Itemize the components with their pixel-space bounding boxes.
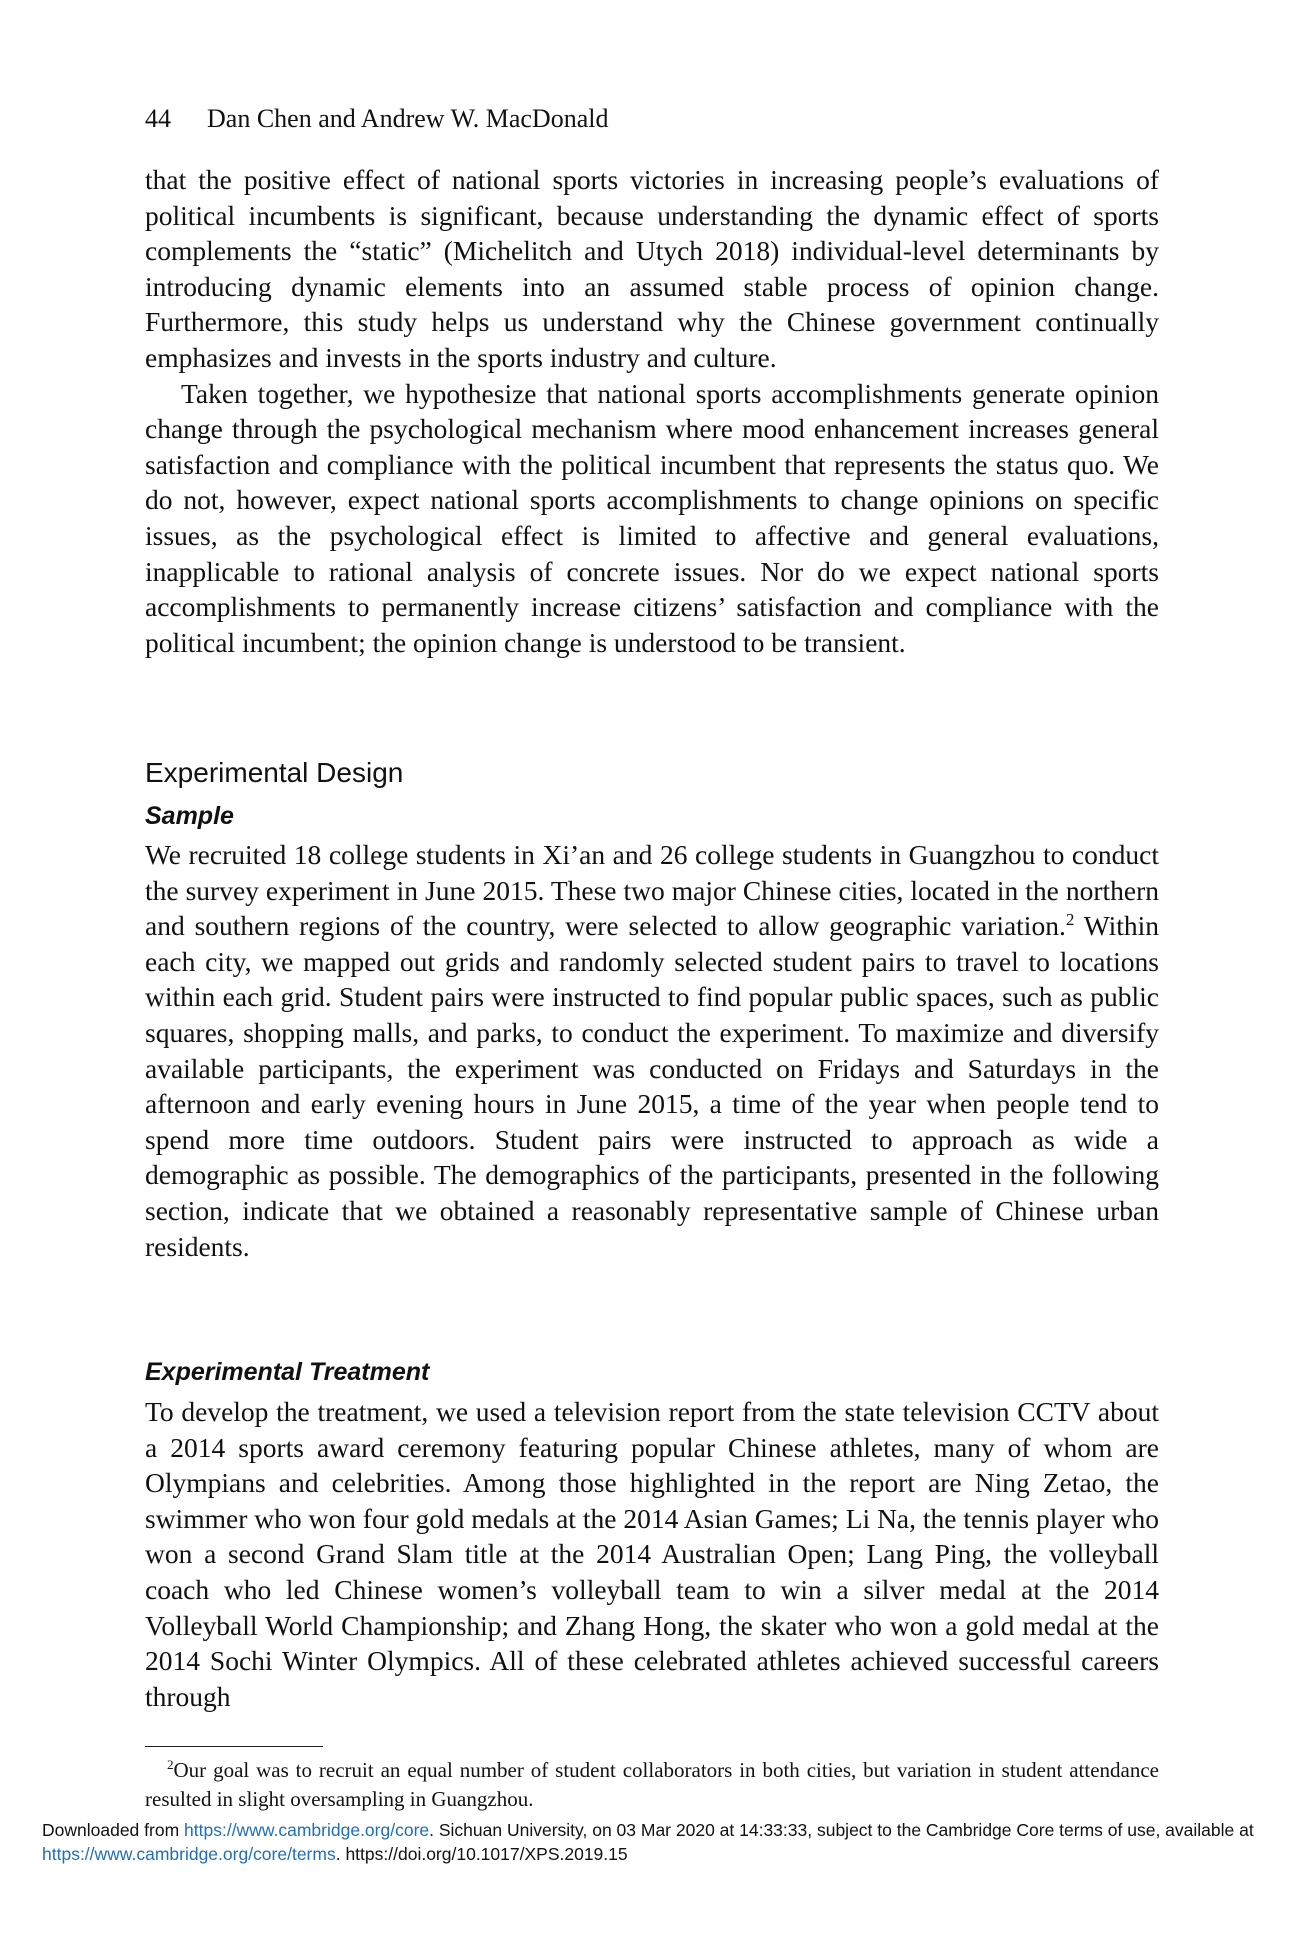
body-paragraph (145, 837, 1159, 1264)
sample-text-part: Within each city, we mapped out grids and randomly selected student pairs to travel to locations within each grid. Student pairs were instructed to find popular public spaces, such as public squares, shopping malls, and parks, to conduct the experiment. To maximize and diversify available participants, the experiment was conducted on Fridays and Saturdays in the afternoon and early evening hours in June 2015, a time of the year when people tend to spend more time outdoors. Student pairs were instructed to approach as wide a demographic as possible. The demographics of the participants, presented in the following section, indicate that we obtained a reasonably representative sample of Chinese urban residents. (145, 910, 1159, 1262)
footnote (145, 1756, 1159, 1814)
running-head-authors: Dan Chen and Andrew W. MacDonald (207, 104, 609, 133)
footnote-reference[interactable]: 2 (1065, 910, 1075, 930)
footnote-text: Our goal was to recruit an equal number of student collaborators in both cities, but variation in student attendance resulted in slight oversampling in Guangzhou. (145, 1758, 1159, 1811)
sample-text-part: We recruited 18 college students in Xi’an and 26 college students in Guangzhou to conduct the survey experiment in June 2015. These two major Chinese cities, located in the northern and southern regions of the country, were selected to allow geographic variation. (145, 839, 1159, 942)
terms-link[interactable]: https://www.cambridge.org/core/terms (42, 1844, 336, 1864)
running-head (145, 104, 608, 134)
body-paragraph: Taken together, we hypothesize that national sports accomplishments generate opinion change through the psychological mechanism where mood enhancement increases general satisfaction and compliance with the political incumbent that represents the status quo. We do not, however, expect national sports accomplishments to change opinions on specific issues, as the psychological effect is limited to affective and general evaluations, inapplicable to rational analysis of concrete issues. Nor do we expect national sports accomplishments to permanently increase citizens’ satisfaction and compliance with the political incumbent; the opinion change is understood to be transient. (145, 377, 1159, 658)
download-prefix: Downloaded from (42, 1820, 185, 1840)
page-number: 44 (145, 104, 171, 133)
cambridge-core-link[interactable]: https://www.cambridge.org/core (184, 1820, 430, 1840)
footnote-rule (145, 1746, 323, 1747)
download-separator: . (335, 1844, 346, 1864)
doi-text[interactable]: https://doi.org/10.1017/XPS.2019.15 (345, 1844, 628, 1864)
download-middle: . Sichuan University, on 03 Mar 2020 at 14:33:33, subject to the Cambridge Core terms of use, available at (429, 1820, 1254, 1840)
footnote-number: 2 (167, 1757, 174, 1772)
opening-text (145, 162, 1159, 660)
treatment-text-block (145, 1394, 1159, 1714)
body-paragraph: To develop the treatment, we used a television report from the state television CCTV about a 2014 sports award ceremony featuring popular Chinese athletes, many of whom are Olympians and celebrities. Among those highlighted in the report are Ning Zetao, the swimmer who won four gold medals at the 2014 Asian Games; Li Na, the tennis player who won a second Grand Slam title at the 2014 Australian Open; Lang Ping, the volleyball coach who led Chinese women’s volleyball team to win a silver medal at the 2014 Volleyball World Championship; and Zhang Hong, the skater who won a gold medal at the 2014 Sochi Winter Olympics. All of these celebrated athletes achieved successful careers through (145, 1396, 1159, 1712)
section-heading: Experimental Design (145, 757, 404, 788)
body-paragraph: that the positive effect of national sports victories in increasing people’s evaluations of political incumbents is significant, because understanding the dynamic effect of sports complements the “static” (Michelitch and Utych 2018) individual-level determinants by introducing dynamic elements into an assumed stable process of opinion change. Furthermore, this study helps us understand why the Chinese government continually emphasizes and invests in the sports industry and culture. (145, 164, 1159, 373)
subsection-heading-sample: Sample (145, 802, 234, 830)
sample-text-block (145, 837, 1159, 1264)
subsection-heading-treatment: Experimental Treatment (145, 1358, 430, 1386)
download-notice (42, 1818, 1262, 1866)
